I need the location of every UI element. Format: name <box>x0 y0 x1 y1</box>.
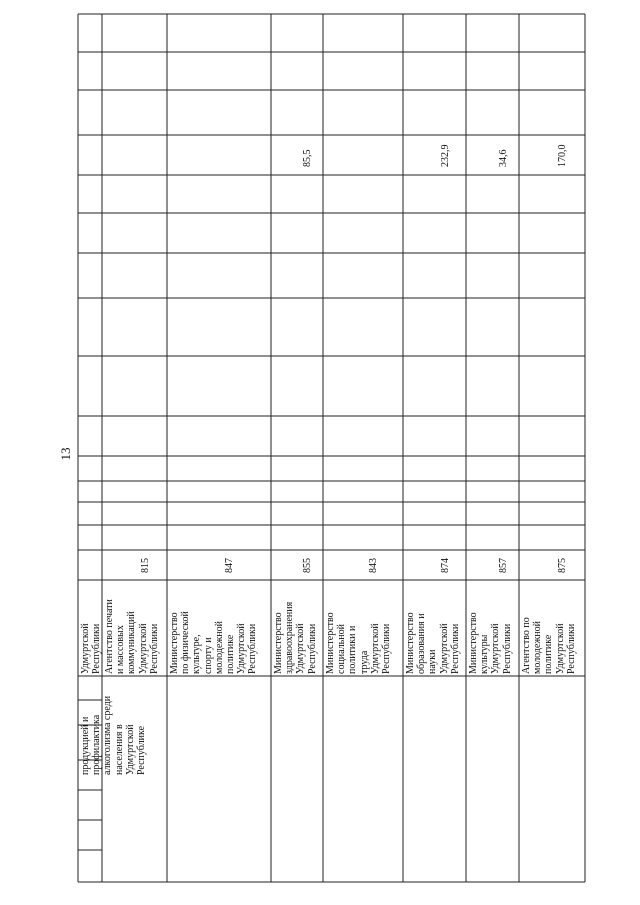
executor-name: Министерство образования и науки Удмуртской Республики <box>405 612 461 674</box>
budget-code: 815 <box>139 558 151 573</box>
amount-value: 170,0 <box>557 144 568 167</box>
program-title: продукцией и профилактика алкоголизма среди населения в Удмуртской Республике <box>80 695 148 775</box>
executor-name: Министерство социальной политики и труда Удмуртской Республики <box>325 612 393 674</box>
executor-name: Министерство здравоохранения Удмуртской Республики <box>273 601 318 674</box>
budget-code: 857 <box>497 558 509 573</box>
executor-name: Министерство по физической культуре, спорту и молодежной политике Удмуртской Республики <box>169 611 259 674</box>
executor-name: Министерство культуры Удмуртской Республики <box>468 612 513 674</box>
budget-code: 874 <box>439 558 451 573</box>
page-number: 13 <box>58 447 73 461</box>
executor-name: Агентство по молодежной политике Удмуртской Республики <box>521 617 577 674</box>
budget-code: 843 <box>368 558 379 573</box>
executor-name: Агентство печати и массовых коммуникаций Удмуртской Республики <box>104 599 160 674</box>
budget-code: 855 <box>302 558 313 573</box>
amount-value: 232,9 <box>439 144 451 167</box>
amount-value: 85,5 <box>302 149 313 167</box>
amount-value: 34,6 <box>497 149 509 167</box>
budget-code: 875 <box>557 558 568 573</box>
budget-code: 847 <box>224 558 235 573</box>
executor-name: Удмуртской Республики <box>80 623 103 674</box>
